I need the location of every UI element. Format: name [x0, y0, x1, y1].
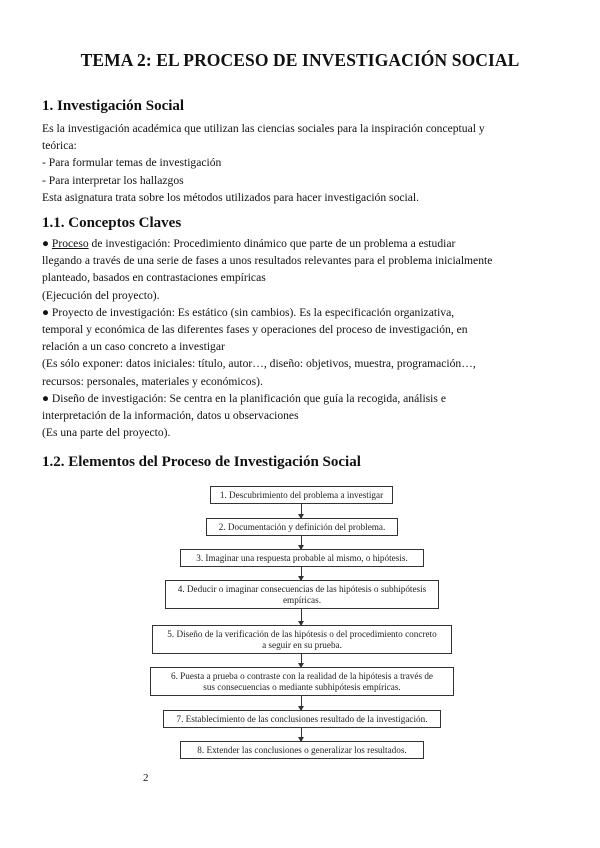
- bullet-diseno: [42, 390, 562, 407]
- flow-step-7: [163, 710, 441, 728]
- section-heading-elementos-proceso: 1.2. Elementos del Proceso de Investigación Social: [42, 454, 361, 470]
- flow-step-label: 3. Imaginar una respuesta probable al mismo, o hipótesis.: [196, 552, 408, 563]
- flow-step-label: empíricas.: [282, 594, 321, 605]
- flow-arrow: [301, 504, 302, 518]
- flow-arrow: [301, 728, 302, 741]
- flow-arrow: [301, 609, 302, 625]
- flow-step-4: [165, 580, 439, 609]
- list-item: - Para formular temas de investigación: [42, 156, 222, 170]
- bullet-marker: ●: [42, 305, 50, 319]
- paragraph-line: recursos: personales, materiales y económicos).: [42, 374, 263, 388]
- flow-step-label: sus consecuencias o mediante subhipótesis empíricas.: [203, 681, 401, 692]
- paragraph-line: Es la investigación académica que utilizan las ciencias sociales para la inspiración conceptual y: [42, 122, 485, 135]
- paragraph-line: llegando a través de una serie de fases a unos resultados relevantes para el problema inicialmente: [42, 254, 493, 268]
- bullet-marker: ●: [42, 237, 50, 250]
- page-title: TEMA 2: EL PROCESO DE INVESTIGACIÓN SOCIAL: [80, 50, 520, 70]
- flow-step-1: [210, 486, 393, 504]
- paragraph-line: relación a un caso concreto a investigar: [42, 340, 225, 354]
- flow-step-8: [180, 741, 424, 759]
- term-proceso: Proceso: [51, 237, 89, 250]
- bullet-marker: ●: [42, 391, 50, 405]
- section-heading-conceptos-claves: 1.1. Conceptos Claves: [42, 215, 182, 231]
- bullet-proceso: [42, 235, 562, 252]
- flow-step-label: a seguir en su prueba.: [262, 639, 342, 650]
- paragraph-line: temporal y económica de las diferentes fases y operaciones del proceso de investigación, en: [42, 323, 468, 337]
- flow-step-label: 1. Descubrimiento del problema a investigar: [219, 489, 384, 500]
- paragraph-line: de investigación: Procedimiento dinámico que parte de un problema a estudiar: [88, 237, 456, 250]
- flow-arrow: [301, 654, 302, 667]
- paragraph-line: planteado, basados en contrastaciones empíricas: [42, 271, 266, 285]
- flow-step-6: [150, 667, 454, 696]
- paragraph-line: (Ejecución del proyecto).: [42, 288, 160, 302]
- paragraph-line: Esta asignatura trata sobre los métodos utilizados para hacer investigación social.: [42, 190, 419, 204]
- list-item: - Para interpretar los hallazgos: [42, 173, 184, 187]
- flow-step-3: [180, 549, 424, 567]
- flow-step-2: [206, 518, 398, 536]
- flow-arrow: [301, 567, 302, 580]
- section-body-investigacion-social: [42, 120, 562, 206]
- section-heading-investigacion-social: 1. Investigación Social: [42, 98, 185, 114]
- flow-step-label: 7. Establecimiento de las conclusiones resultado de la investigación.: [176, 713, 428, 724]
- bullet-proyecto: [42, 304, 562, 321]
- flow-step-label: 6. Puesta a prueba o contraste con la realidad de la hipótesis a través de: [170, 670, 433, 681]
- flow-step-label: 5. Diseño de la verificación de las hipótesis o del procedimiento concreto: [167, 628, 437, 639]
- flow-step-label: 8. Extender las conclusiones o generalizar los resultados.: [197, 744, 407, 755]
- flow-step-label: 2. Documentación y definición del problema.: [218, 521, 386, 532]
- paragraph-line: (Es sólo exponer: datos iniciales: título, autor…, diseño: objetivos, muestra, programación…,: [42, 357, 476, 371]
- paragraph-line: (Es una parte del proyecto).: [42, 426, 171, 440]
- section-body-conceptos-claves: [42, 235, 562, 441]
- paragraph-line: Diseño de investigación: Se centra en la planificación que guía la recogida, análisis e: [51, 391, 446, 405]
- paragraph-line: Proyecto de investigación: Es estático (sin cambios). Es la especificación organizativa,: [51, 305, 455, 319]
- paragraph-line: teórica:: [42, 139, 77, 153]
- flow-arrow: [301, 536, 302, 549]
- paragraph-line: interpretación de la información, datos u observaciones: [42, 409, 299, 423]
- flow-step-5: [152, 625, 452, 654]
- flow-arrow: [301, 696, 302, 710]
- flow-step-label: 4. Deducir o imaginar consecuencias de las hipótesis o subhipótesis: [177, 583, 427, 594]
- page-number: 2: [143, 772, 149, 784]
